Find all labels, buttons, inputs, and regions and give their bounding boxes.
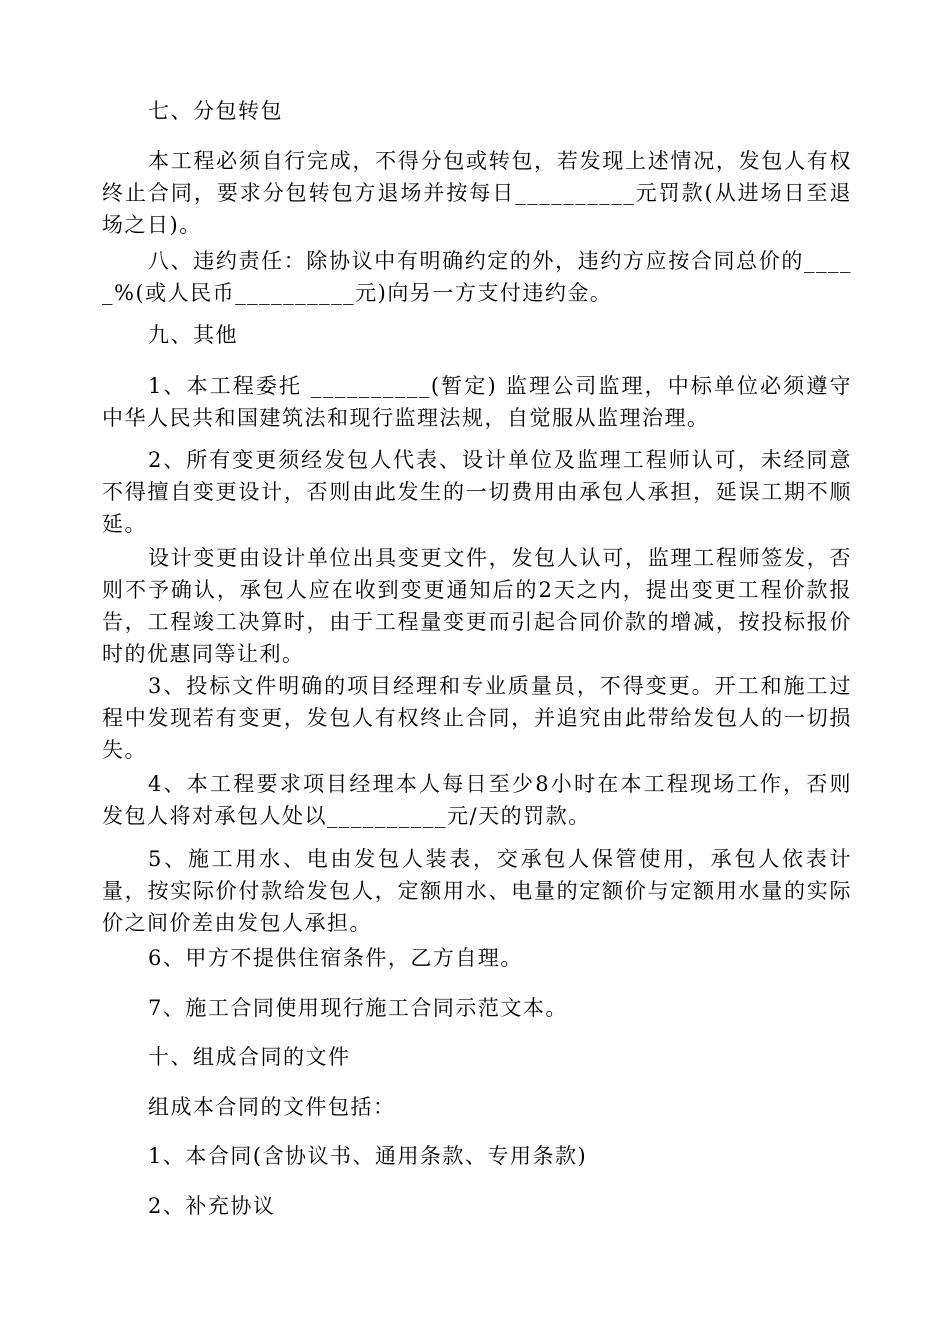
- section-8-body: 八、违约责任：除协议中有明确约定的外，违约方应按合同总价的_____%(或人民币__________元)向另一方支付违约金。: [102, 249, 852, 305]
- section-9-item-2-note: 设计变更由设计单位出具变更文件，发包人认可，监理工程师签发，否则不予确认，承包人应在收到变更通知后的2天之内，提出变更工程价款报告，工程竣工决算时，由于工程量变更而引起合同价款的增减，按投标报价时的优惠同等让利。: [102, 546, 852, 666]
- section-9-item-3: 3、投标文件明确的项目经理和专业质量员，不得变更。开工和施工过程中发现若有变更，发包人有权终止合同，并追究由此带给发包人的一切损失。: [102, 674, 852, 762]
- section-10-doc-1: 1、本合同(含协议书、通用条款、专用条款): [148, 1144, 588, 1168]
- section-9-item-7: 7、施工合同使用现行施工合同示范文本。: [148, 996, 568, 1020]
- section-9-heading: 九、其他: [148, 323, 238, 347]
- section-10-intro: 组成本合同的文件包括：: [148, 1095, 396, 1119]
- section-9-item-2: 2、所有变更须经发包人代表、设计单位及监理工程师认可，未经同意不得擅自变更设计，否则由此发生的一切费用由承包人承担，延误工期不顺延。: [102, 448, 852, 536]
- section-7-body: 本工程必须自行完成，不得分包或转包，若发现上述情况，发包人有权终止合同，要求分包转包方退场并按每日__________元罚款(从进场日至退场之日)。: [102, 149, 852, 237]
- section-9-item-6: 6、甲方不提供住宿条件，乙方自理。: [148, 946, 523, 970]
- section-9-item-4: 4、本工程要求项目经理本人每日至少8小时在本工程现场工作，否则发包人将对承包人处以__________元/天的罚款。: [102, 772, 852, 828]
- section-10-doc-2: 2、补充协议: [148, 1194, 276, 1218]
- section-10-heading: 十、组成合同的文件: [148, 1045, 351, 1069]
- section-9-item-1: 1、本工程委托 __________(暂定) 监理公司监理，中标单位必须遵守中华人民共和国建筑法和现行监理法规，自觉服从监理治理。: [102, 374, 852, 430]
- section-7-heading: 七、分包转包: [148, 99, 283, 123]
- section-9-item-5: 5、施工用水、电由发包人装表，交承包人保管使用，承包人依表计量，按实际价付款给发包人，定额用水、电量的定额价与定额用水量的实际价之间价差由发包人承担。: [102, 847, 852, 935]
